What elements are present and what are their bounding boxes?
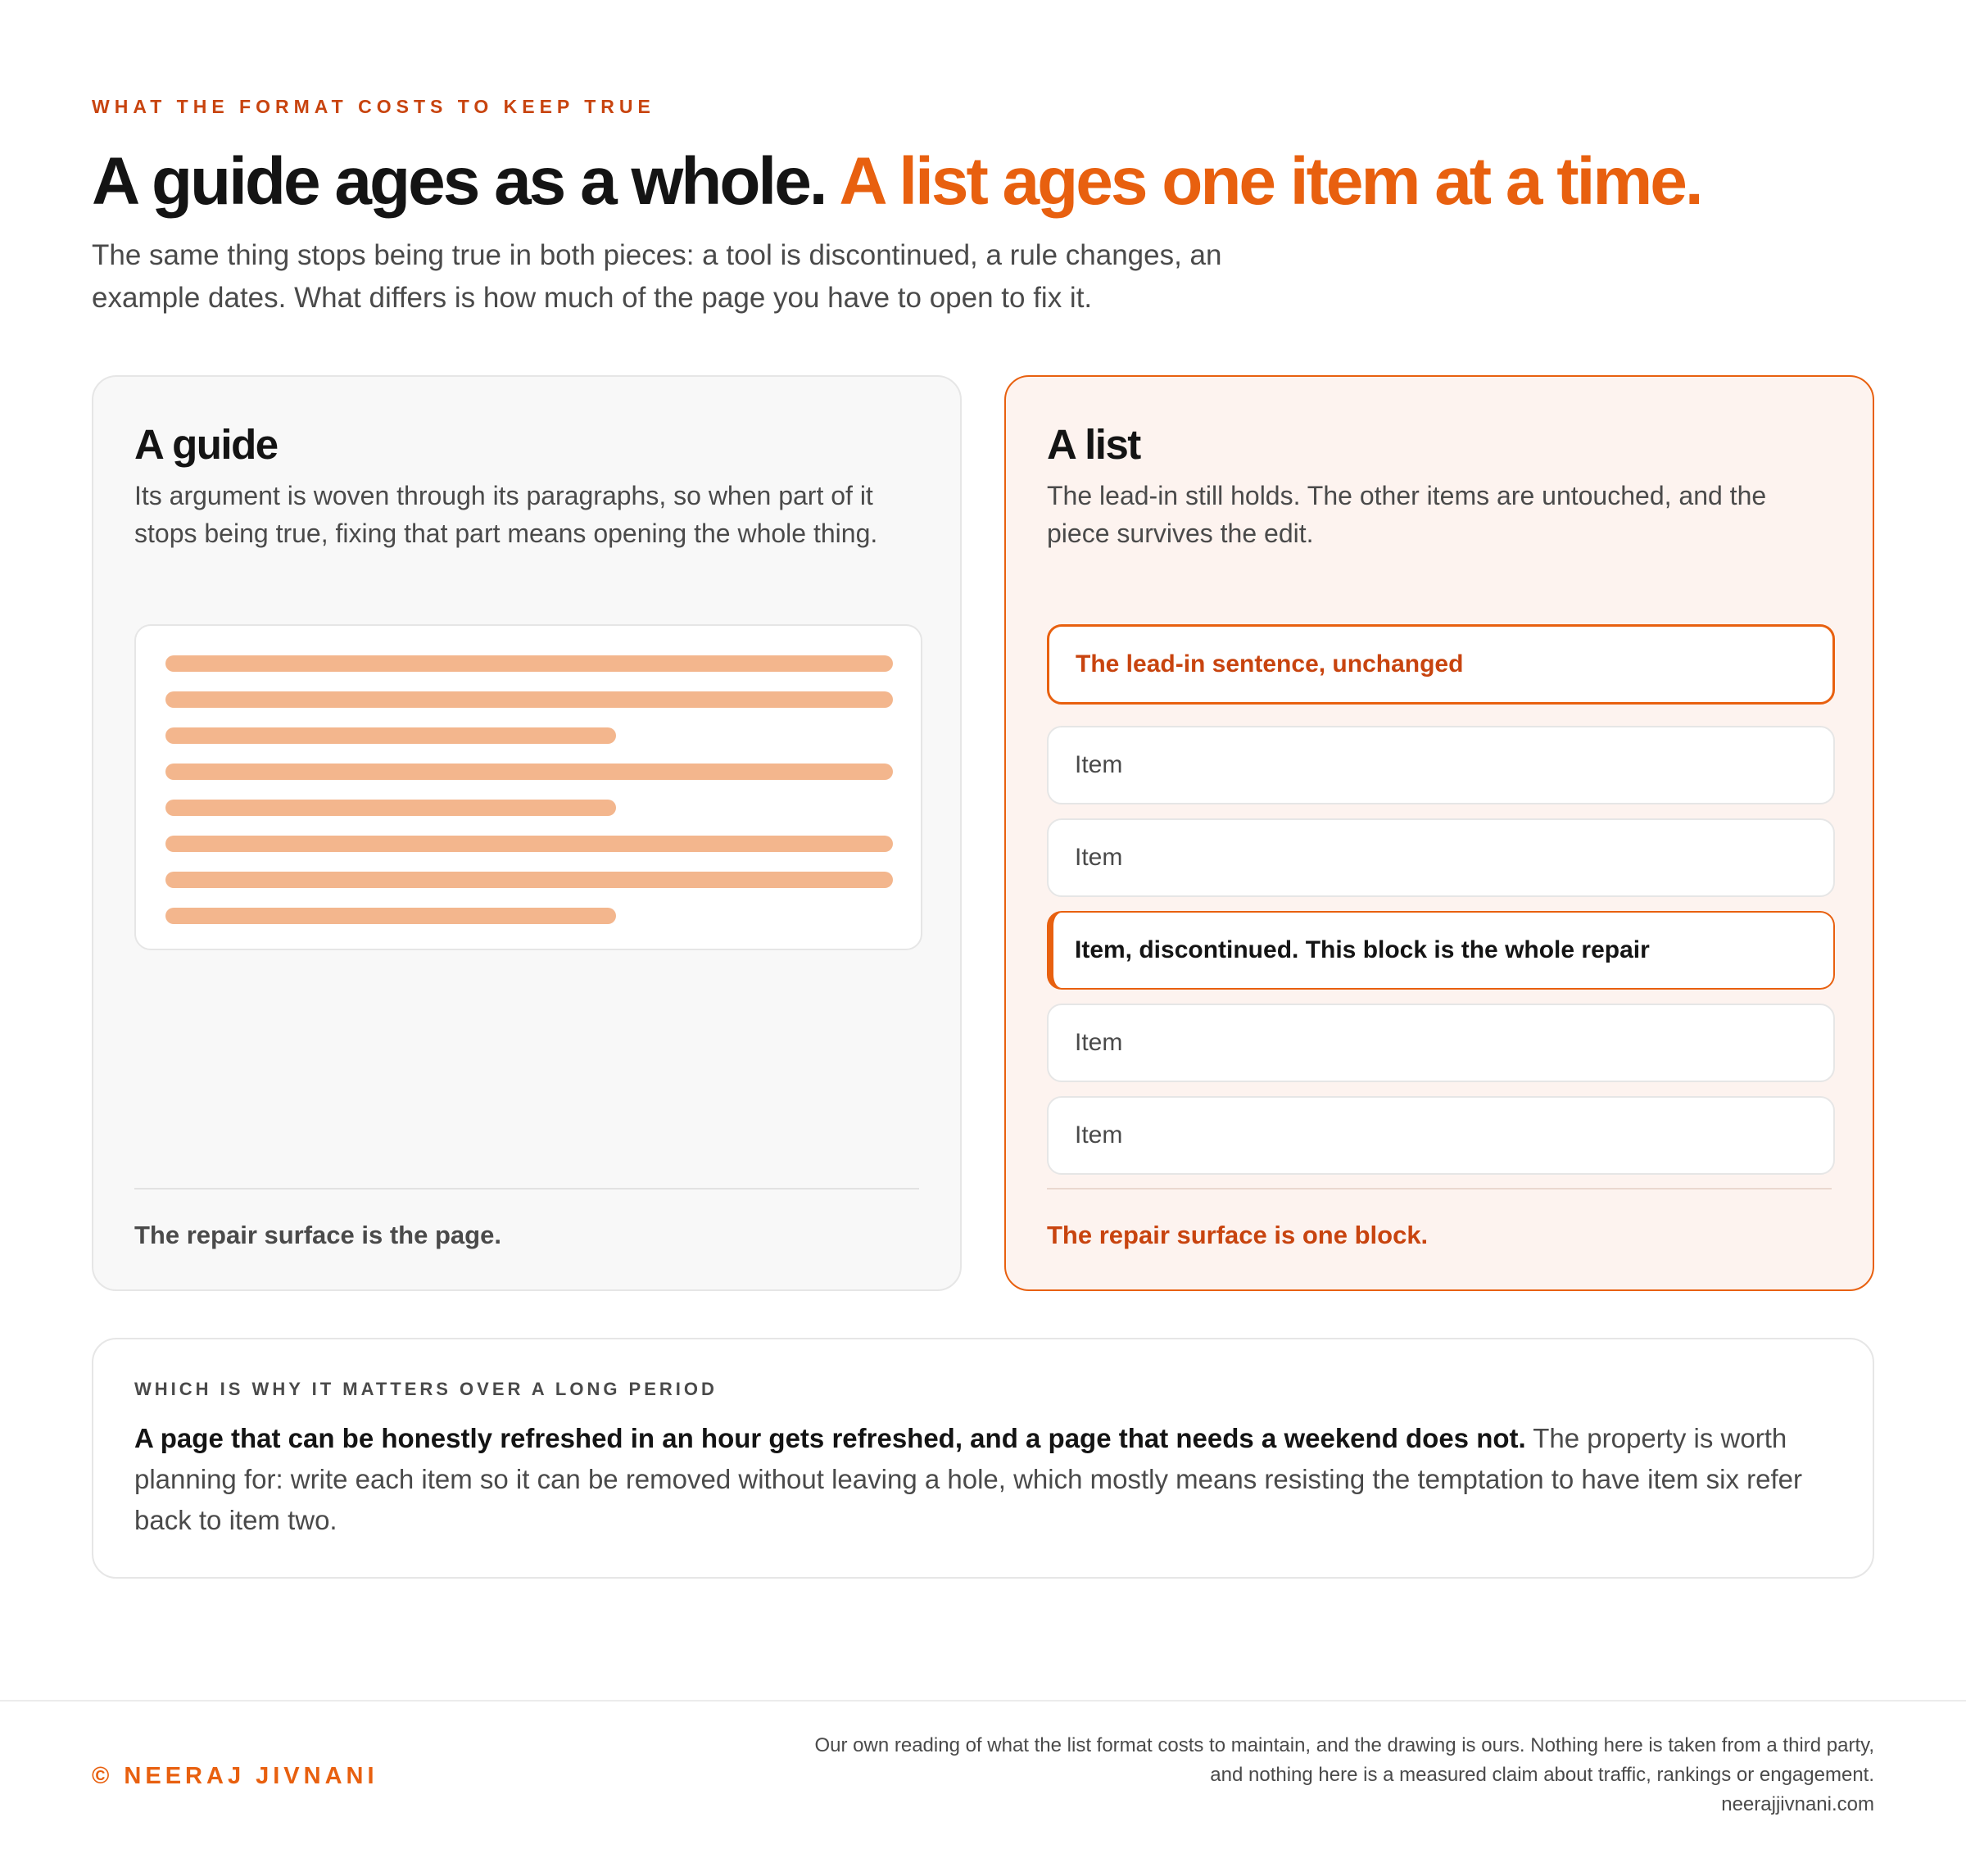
guide-card-title: A guide xyxy=(134,421,278,468)
headline-part-guide: A guide ages as a whole. xyxy=(92,144,826,219)
text-line-placeholder xyxy=(165,800,616,816)
list-card-title: A list xyxy=(1047,421,1140,468)
guide-card-description: Its argument is woven through its paragraphs, so when part of it stops being true, fixing that part means opening the whole thing. xyxy=(134,481,878,548)
footer-disclaimer xyxy=(727,1731,1874,1819)
page-headline xyxy=(92,141,1701,223)
footer-brand: © NEERAJ JIVNANI xyxy=(92,1763,378,1789)
list-item-discontinued: Item, discontinued. This block is the whole repair xyxy=(1047,911,1835,990)
list-item: Item xyxy=(1047,1004,1835,1082)
text-line-placeholder xyxy=(165,836,893,852)
list-card-description: The lead-in still holds. The other items are untouched, and the piece survives the edit. xyxy=(1047,481,1767,548)
note-bold-lead: A page that can be honestly refreshed in an hour gets refreshed, and a page that needs a weekend does not. xyxy=(134,1423,1526,1453)
list-item: Item xyxy=(1047,726,1835,804)
guide-card-divider xyxy=(134,1188,919,1189)
footer-rule xyxy=(0,1700,1966,1702)
note-eyebrow: WHICH IS WHY IT MATTERS OVER A LONG PERIOD xyxy=(134,1379,718,1399)
text-line-placeholder xyxy=(165,908,616,924)
list-lead-in-block: The lead-in sentence, unchanged xyxy=(1047,624,1835,705)
guide-document-illustration xyxy=(134,624,922,950)
text-line-placeholder xyxy=(165,655,893,672)
list-card-divider xyxy=(1047,1188,1832,1189)
list-card-footer: The repair surface is one block. xyxy=(1047,1221,1429,1249)
footer-disclaimer-line: Our own reading of what the list format costs to maintain, and the drawing is ours. Nothing here is taken from a third party, xyxy=(814,1734,1874,1756)
eyebrow-label: WHAT THE FORMAT COSTS TO KEEP TRUE xyxy=(92,96,655,117)
list-item: Item xyxy=(1047,1096,1835,1175)
long-period-note xyxy=(92,1338,1874,1579)
text-line-placeholder xyxy=(165,727,616,744)
text-line-placeholder xyxy=(165,764,893,780)
guide-card-footer: The repair surface is the page. xyxy=(134,1221,501,1249)
footer-disclaimer-line: and nothing here is a measured claim about traffic, rankings or engagement. xyxy=(1210,1764,1874,1786)
footer-site-link[interactable]: neerajjivnani.com xyxy=(1721,1793,1874,1815)
text-line-placeholder xyxy=(165,691,893,708)
note-body: The property is worth planning for: write each item so it can be removed without leaving a hole, which mostly means resisting the temptation to have item six refer back to item two. xyxy=(134,1423,1802,1535)
list-item: Item xyxy=(1047,818,1835,897)
intro-paragraph: The same thing stops being true in both pieces: a tool is discontinued, a rule changes, an example dates. What differs is how much of the page you have to open to fix it. xyxy=(92,239,1222,314)
text-line-placeholder xyxy=(165,872,893,888)
note-text xyxy=(134,1418,1838,1541)
headline-part-list: A list ages one item at a time. xyxy=(839,144,1701,219)
list-card xyxy=(1004,375,1874,1291)
guide-card xyxy=(92,375,962,1291)
